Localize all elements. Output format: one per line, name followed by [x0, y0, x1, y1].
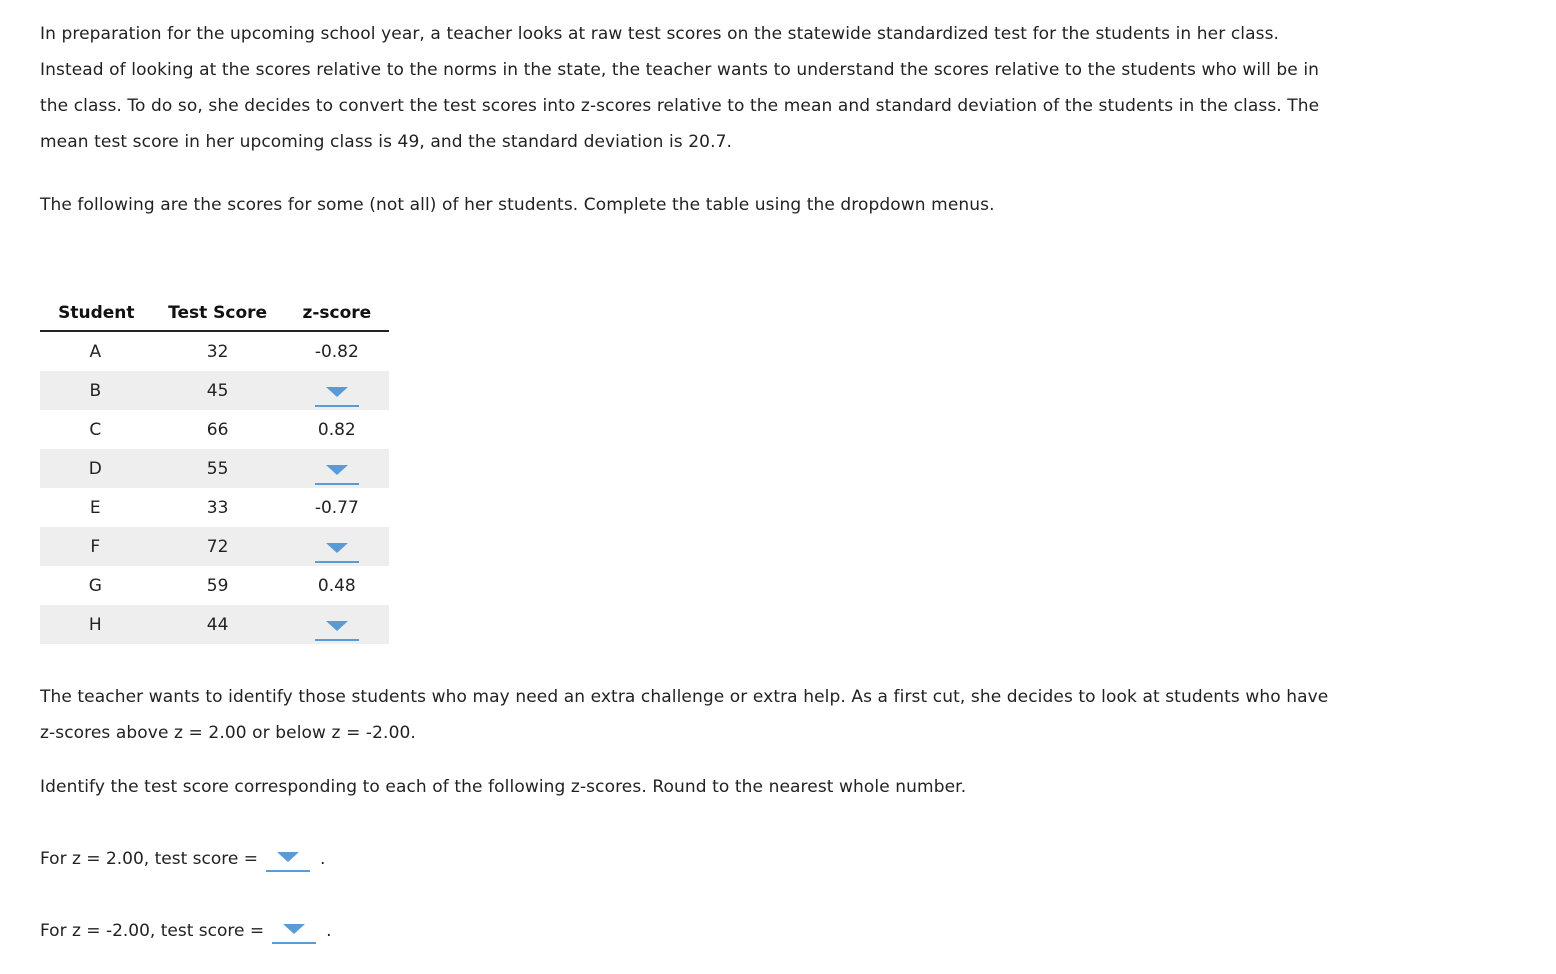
table-row [40, 449, 389, 488]
table-row [40, 605, 389, 644]
student-name: B [40, 371, 151, 410]
test-score: 45 [151, 371, 285, 410]
table-intro [40, 187, 995, 223]
table-row [40, 371, 389, 410]
header-student: Student [40, 296, 151, 331]
z-score-dropdown-f[interactable] [315, 535, 359, 563]
answer-prefix: For z = 2.00, test score = [40, 849, 258, 869]
z-score: 0.82 [317, 419, 356, 440]
z-score-cell [285, 605, 389, 644]
instruction-line: Identify the test score corresponding to each of the following z-scores. Round to the nearest whole number. [40, 777, 967, 797]
z-score: 0.48 [317, 575, 356, 596]
instruction-text [40, 769, 966, 805]
student-name: D [40, 449, 151, 488]
student-name: C [89, 419, 102, 440]
z-score: -0.77 [314, 497, 359, 518]
table-row [40, 488, 389, 527]
intro-line: In preparation for the upcoming school year, a teacher looks at raw test scores on the statewide standardized test for the students in her class. [40, 24, 1280, 44]
dropdown-arrow-icon [283, 924, 305, 934]
header-z-score: z-score [285, 296, 389, 331]
test-score-dropdown-positive[interactable] [266, 844, 310, 872]
student-name: G [88, 575, 102, 596]
table-row [40, 410, 389, 449]
test-score: 44 [151, 605, 285, 644]
intro-line: Instead of looking at the scores relative to the norms in the state, the teacher wants to understand the scores relative to the students who will be in [40, 60, 1320, 80]
z-score-dropdown-h[interactable] [315, 613, 359, 641]
table-intro-text: The following are the scores for some (not all) of her students. Complete the table using the dropdown menus. [40, 195, 995, 215]
answer-suffix: . [319, 849, 326, 869]
test-score: 32 [206, 341, 229, 362]
answer-positive-z [40, 841, 325, 877]
z-score-cell [285, 449, 389, 488]
table-row [40, 527, 389, 566]
student-name: E [89, 497, 101, 518]
dropdown-arrow-icon [326, 543, 348, 553]
z-score-cell [285, 527, 389, 566]
z-score-cell [285, 371, 389, 410]
test-score: 59 [206, 575, 229, 596]
answer-prefix: For z = -2.00, test score = [40, 921, 265, 941]
intro-line: the class. To do so, she decides to convert the test scores into z-scores relative to the mean and standard deviation of the students in the class. The [40, 96, 1320, 116]
challenge-text [40, 679, 1328, 751]
answer-negative-z [40, 913, 332, 949]
intro-line: mean test score in her upcoming class is 49, and the standard deviation is 20.7. [40, 132, 733, 152]
test-score: 33 [206, 497, 229, 518]
problem-intro [40, 16, 1319, 160]
challenge-line: z-scores above z = 2.00 or below z = -2.00. [40, 723, 416, 743]
dropdown-arrow-icon [326, 465, 348, 475]
answer-suffix: . [326, 921, 332, 941]
test-score: 72 [151, 527, 285, 566]
scores-table [40, 296, 389, 644]
test-score-dropdown-negative[interactable] [272, 916, 316, 944]
test-score: 66 [206, 419, 229, 440]
student-name: F [40, 527, 151, 566]
student-name: A [89, 341, 102, 362]
dropdown-arrow-icon [326, 621, 348, 631]
dropdown-arrow-icon [326, 387, 348, 397]
test-score: 55 [151, 449, 285, 488]
dropdown-arrow-icon [277, 852, 299, 862]
table-row [40, 331, 389, 371]
challenge-line: The teacher wants to identify those students who may need an extra challenge or extra help. As a first cut, she decides to look at students who have [40, 687, 1329, 707]
z-score-dropdown-b[interactable] [315, 379, 359, 407]
z-score-dropdown-d[interactable] [315, 457, 359, 485]
student-name: H [40, 605, 151, 644]
table-row [40, 566, 389, 605]
z-score: -0.82 [314, 341, 359, 362]
table-header-row [40, 296, 389, 331]
header-test-score: Test Score [151, 296, 285, 331]
